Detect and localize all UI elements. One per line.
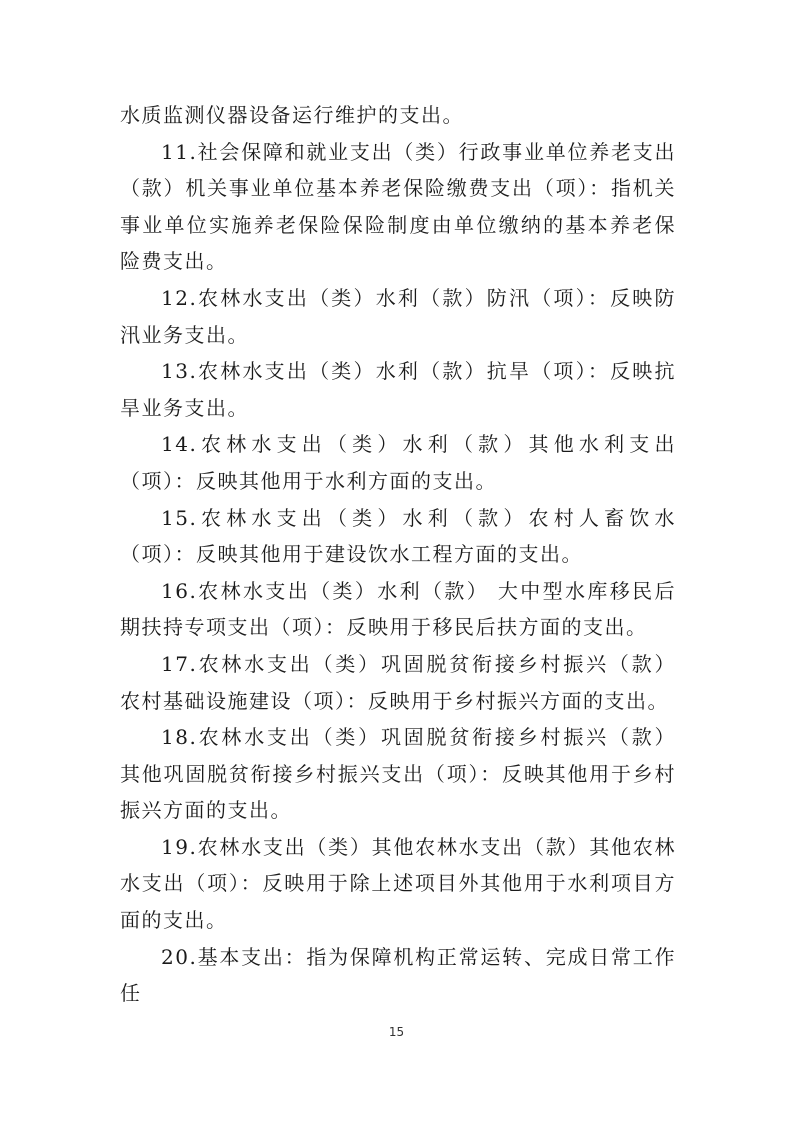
paragraph-item-12: 12.农林水支出（类）水利（款）防汛（项）：反映防汛业务支出。 bbox=[120, 285, 676, 347]
paragraph-item-19: 19.农林水支出（类）其他农林水支出（款）其他农林水支出（项）：反映用于除上述项目外其他用于水利项目方面的支出。 bbox=[120, 834, 676, 933]
body-text bbox=[120, 97, 676, 1012]
paragraph-item-11: 11.社会保障和就业支出（类）行政事业单位养老支出（款）机关事业单位基本养老保险缴费支出（项）：指机关事业单位实施养老保险保险制度由单位缴纳的基本养老保险费支出。 bbox=[120, 139, 676, 274]
paragraph-item-17: 17.农林水支出（类）巩固脱贫衔接乡村振兴（款） 农村基础设施建设（项）：反映用于乡村振兴方面的支出。 bbox=[120, 651, 676, 713]
paragraph-item-16: 16.农林水支出（类）水利（款） 大中型水库移民后期扶持专项支出（项）：反映用于移民后扶方面的支出。 bbox=[120, 578, 676, 640]
paragraph-item-15: 15.农林水支出（类）水利（款）农村人畜饮水（项）：反映其他用于建设饮水工程方面的支出。 bbox=[120, 505, 676, 567]
paragraph-continuation: 水质监测仪器设备运行维护的支出。 bbox=[120, 103, 464, 127]
paragraph-item-13: 13.农林水支出（类）水利（款）抗旱（项）：反映抗旱业务支出。 bbox=[120, 359, 676, 420]
paragraph-item-18: 18.农林水支出（类）巩固脱贫衔接乡村振兴（款） 其他巩固脱贫衔接乡村振兴支出（项）：反映其他用于乡村振兴方面的支出。 bbox=[120, 725, 676, 823]
page-number: 15 bbox=[388, 1025, 405, 1039]
paragraph-item-14: 14.农林水支出（类）水利（款）其他水利支出（项）：反映其他用于水利方面的支出。 bbox=[120, 432, 676, 493]
paragraph-item-20: 20.基本支出：指为保障机构正常运转、完成日常工作任 bbox=[120, 944, 676, 1006]
